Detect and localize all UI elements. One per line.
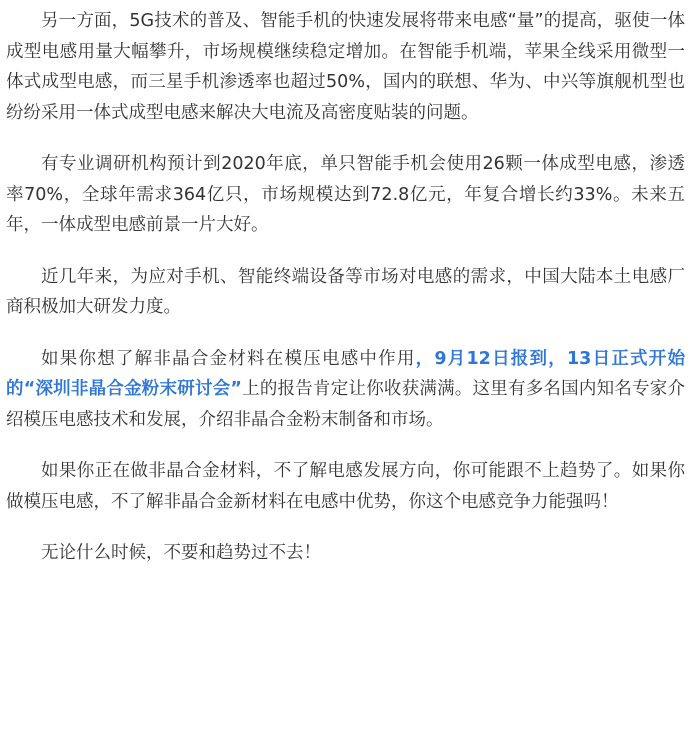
paragraph-5g-smartphone: 另一方面，5G技术的普及、智能手机的快速发展将带来电感“量”的提高，驱使一体成型电感用量大幅攀升，市场规模继续稳定增加。在智能手机端，苹果全线采用微型一体式成型电感，而三星手机渗透率也超过50%，国内的联想、华为、中兴等旗舰机型也纷纷采用一体式成型电感来解决大电流及高密度贴装的问题。 xyxy=(6,11,685,123)
paragraph-market-forecast: 有专业调研机构预计到2020年底，单只智能手机会使用26颗一体成型电感，渗透率70%，全球年需求364亿只，市场规模达到72.8亿元，年复合增长约33%。未来五年，一体成型电感前景一片大好。 xyxy=(6,154,685,235)
seminar-invite-tail: 上的报告肯定让你收获满满。这里有多名国内知名专家介绍模压电感技术和发展，介绍非晶合金粉末制备和市场。 xyxy=(6,379,685,430)
paragraph-domestic-manufacturers: 近几年来，为应对手机、智能终端设备等市场对电感的需求，中国大陆本土电感厂商积极加大研发力度。 xyxy=(6,266,685,317)
seminar-date-highlight: ，9月12日报到，13日正式开始的“深圳非晶合金粉末研讨会” xyxy=(6,348,686,399)
paragraph-trend-warning: 如果你正在做非晶合金材料，不了解电感发展方向，你可能跟不上趋势了。如果你做模压电感，不了解非晶合金新材料在电感中优势，你这个电感竞争力能强吗！ xyxy=(6,461,685,512)
seminar-invite-lead: 如果你想了解非晶合金材料在模压电感中作用 xyxy=(41,348,416,369)
paragraph-closing: 无论什么时候，不要和趋势过不去！ xyxy=(41,543,321,563)
paragraph-seminar-invite xyxy=(6,344,685,436)
